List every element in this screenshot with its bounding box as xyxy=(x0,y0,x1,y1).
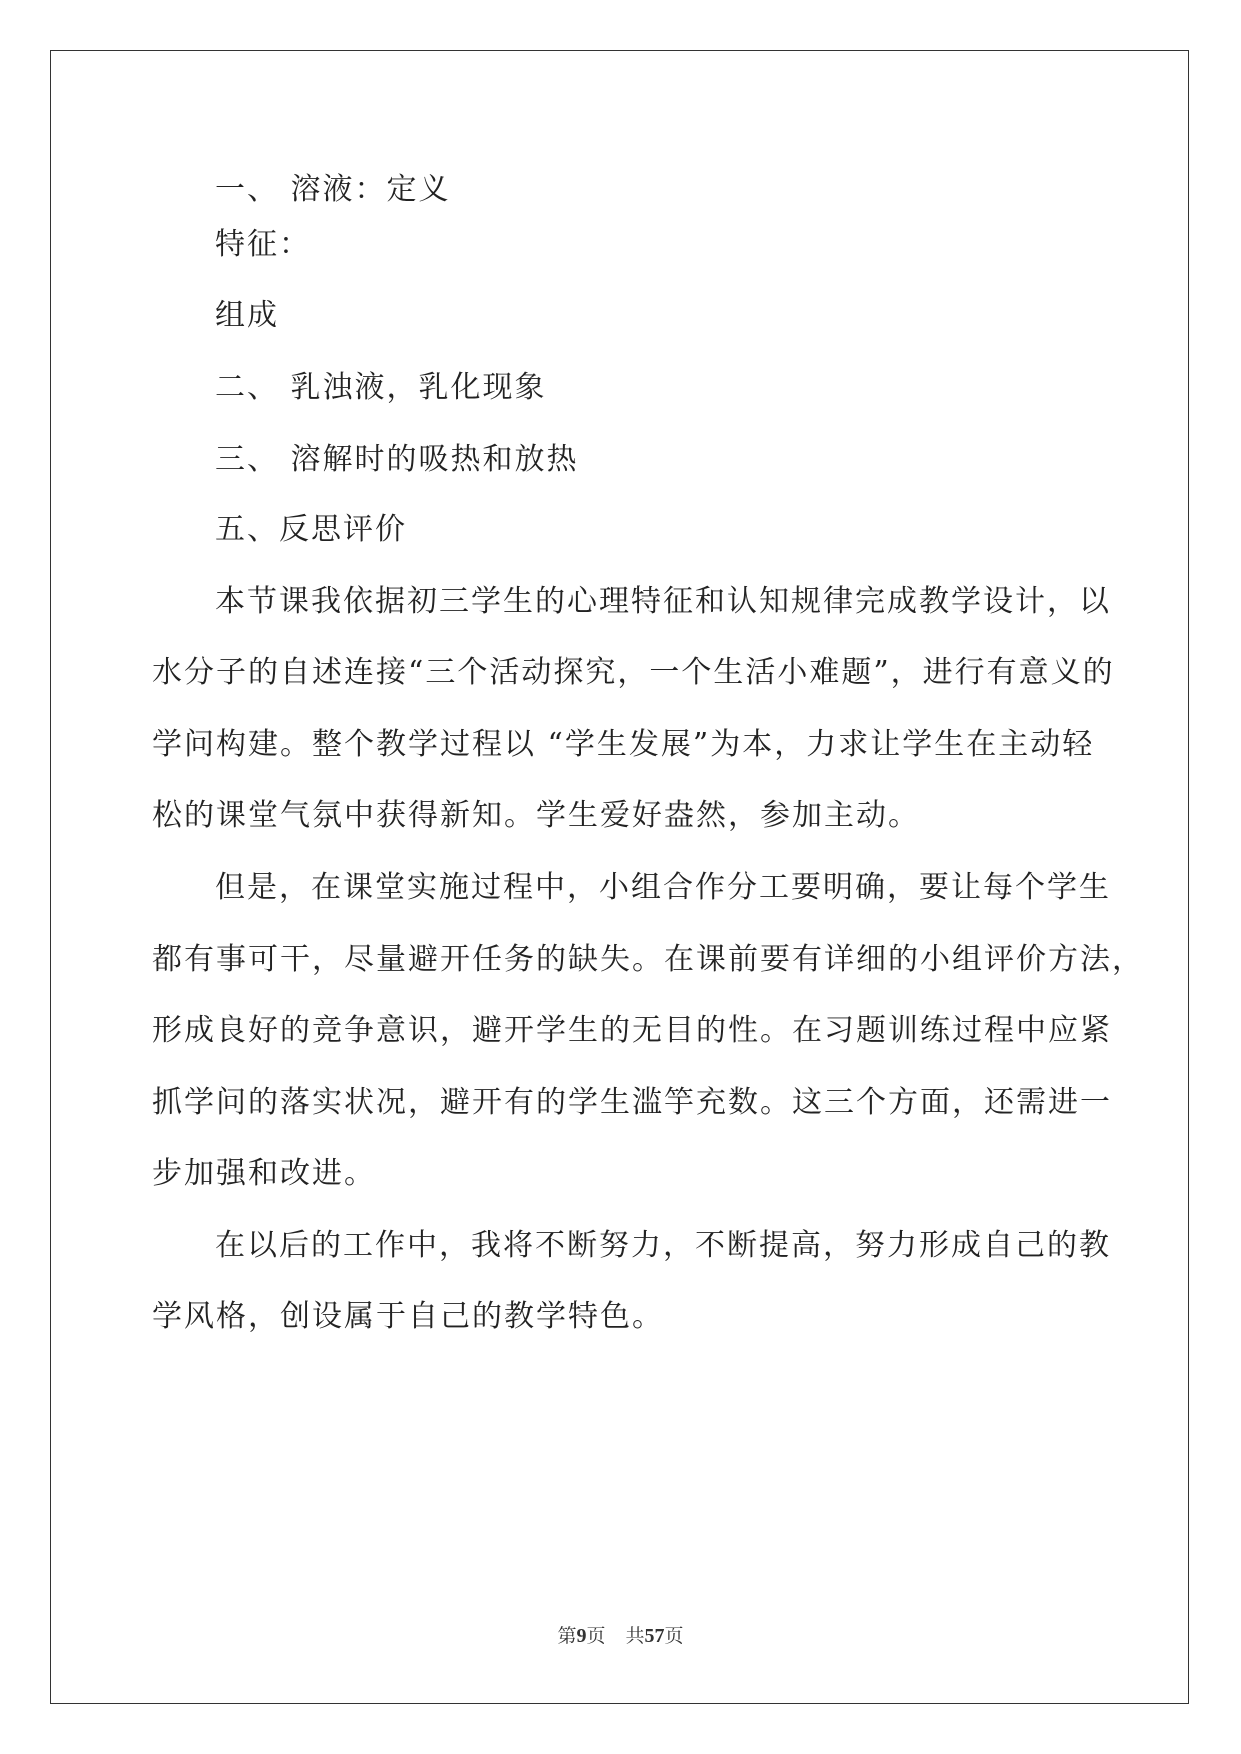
paragraph-1-line-1: 本节课我依据初三学生的心理特征和认知规律完成教学设计，以 xyxy=(215,584,1111,619)
footer-page-number: 9 xyxy=(576,1625,587,1647)
paragraph-2-line-4: 抓学问的落实状况，避开有的学生滥竽充数。这三个方面，还需进一 xyxy=(152,1085,1112,1120)
paragraph-2-line-1: 但是，在课堂实施过程中，小组合作分工要明确，要让每个学生 xyxy=(215,870,1111,905)
paragraph-2-line-5: 步加强和改进。 xyxy=(152,1156,376,1191)
outline-item-features: 特征： xyxy=(215,227,311,262)
paragraph-3-line-2: 学风格，创设属于自己的教学特色。 xyxy=(152,1299,664,1334)
footer-total-prefix: 共 xyxy=(625,1625,645,1647)
paragraph-2-line-3: 形成良好的竞争意识，避开学生的无目的性。在习题训练过程中应紧 xyxy=(152,1013,1112,1048)
page-footer xyxy=(0,1624,1241,1648)
outline-item-3: 三、 溶解时的吸热和放热 xyxy=(215,442,579,477)
section-heading-reflection: 五、反思评价 xyxy=(215,512,407,547)
paragraph-1-line-3: 学问构建。整个教学过程以 “学生发展”为本，力求让学生在主动轻 xyxy=(152,727,1095,762)
footer-total-suffix: 页 xyxy=(664,1625,684,1647)
outline-item-composition: 组成 xyxy=(215,298,279,333)
outline-item-2: 二、 乳浊液，乳化现象 xyxy=(215,370,547,405)
footer-page-suffix: 页 xyxy=(586,1625,606,1647)
footer-page-prefix: 第 xyxy=(557,1625,577,1647)
paragraph-1-line-4: 松的课堂气氛中获得新知。学生爱好盎然，参加主动。 xyxy=(152,798,920,833)
paragraph-1-line-2: 水分子的自述连接“三个活动探究，一个生活小难题”，进行有意义的 xyxy=(152,655,1115,690)
outline-item-1: 一、 溶液：定义 xyxy=(215,172,451,207)
footer-total-pages: 57 xyxy=(644,1625,665,1647)
paragraph-2-line-2: 都有事可干，尽量避开任务的缺失。在课前要有详细的小组评价方法， xyxy=(152,942,1144,977)
paragraph-3-line-1: 在以后的工作中，我将不断努力，不断提高，努力形成自己的教 xyxy=(215,1228,1111,1263)
